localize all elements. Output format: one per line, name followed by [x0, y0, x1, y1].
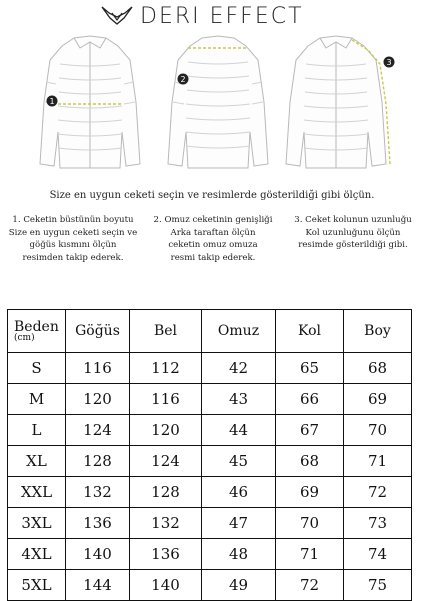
measurement-cell: 72: [344, 477, 412, 508]
jacket-side-icon: [286, 36, 386, 168]
measurement-cell: 140: [66, 539, 130, 570]
measurement-cell: 70: [344, 415, 412, 446]
step-1-line: göğüs kısmını ölçün: [29, 240, 117, 250]
measurement-cell: 128: [66, 446, 130, 477]
measurement-cell: 48: [202, 539, 276, 570]
instruction-step-3: [288, 214, 418, 264]
instructions-title: Size en uygun ceketi seçin ve resimlerde gösterildiği gibi ölçün.: [49, 190, 375, 201]
measurement-cell: 71: [276, 539, 344, 570]
measurement-cell: 120: [66, 384, 130, 415]
header-size-label: Beden: [14, 319, 59, 335]
step-2-line: 2. Omuz ceketinin genişliği: [153, 215, 273, 225]
size-cell: 4XL: [8, 539, 66, 570]
measurement-cell: 65: [276, 353, 344, 384]
size-cell: XXL: [8, 477, 66, 508]
instruction-step-2: [148, 214, 278, 264]
table-row: [8, 508, 412, 539]
measurement-cell: 128: [130, 477, 202, 508]
header-kol: Kol: [276, 310, 344, 353]
measurement-cell: 66: [276, 384, 344, 415]
header-gogus: Göğüs: [66, 310, 130, 353]
size-cell: 3XL: [8, 508, 66, 539]
marker-3-label: 3: [386, 58, 392, 67]
instruction-steps: [8, 214, 418, 264]
table-row: [8, 477, 412, 508]
size-chart-table: [7, 309, 412, 601]
measurement-cell: 112: [130, 353, 202, 384]
measurement-cell: 67: [276, 415, 344, 446]
measurement-cell: 74: [344, 539, 412, 570]
measurement-cell: 116: [130, 384, 202, 415]
bull-logo-icon: [100, 4, 134, 28]
size-cell: S: [8, 353, 66, 384]
header-size: [8, 310, 66, 353]
measurement-cell: 140: [130, 570, 202, 601]
brand-logo: [100, 2, 330, 30]
step-2-line: resmi takip ederek.: [170, 252, 256, 263]
size-cell: 5XL: [8, 570, 66, 601]
instruction-step-1: [8, 214, 138, 264]
measurement-cell: 69: [344, 384, 412, 415]
measurement-cell: 124: [130, 446, 202, 477]
measurement-cell: 71: [344, 446, 412, 477]
step-2-line: Arka taraftan ölçün: [170, 227, 256, 238]
step-3-line: resimde gösterildiği gibi.: [298, 240, 408, 250]
size-cell: L: [8, 415, 66, 446]
measurement-cell: 73: [344, 508, 412, 539]
step-1-line: Size en uygun ceketi seçin ve: [8, 227, 138, 238]
table-row: [8, 384, 412, 415]
measurement-cell: 144: [66, 570, 130, 601]
step-1-line: 1. Ceketin büstünün boyutu: [12, 215, 134, 225]
measurement-cell: 49: [202, 570, 276, 601]
measurement-cell: 44: [202, 415, 276, 446]
jacket-back-icon: [168, 36, 268, 168]
table-row: [8, 539, 412, 570]
table-row: [8, 570, 412, 601]
jacket-measurement-illustration: [22, 32, 412, 182]
step-3-line: Kol uzunluğunu ölçün: [305, 227, 401, 238]
measurement-cell: 45: [202, 446, 276, 477]
table-row: [8, 415, 412, 446]
measurement-cell: 42: [202, 353, 276, 384]
measurement-cell: 120: [130, 415, 202, 446]
header-boy: Boy: [344, 310, 412, 353]
measurement-cell: 132: [130, 508, 202, 539]
measurement-cell: 136: [130, 539, 202, 570]
brand-name: DERI EFFECT: [140, 3, 304, 29]
header-unit-label: (cm): [14, 333, 35, 343]
measurement-cell: 132: [66, 477, 130, 508]
marker-2-label: 2: [180, 75, 186, 84]
table-row: [8, 446, 412, 477]
measurement-cell: 69: [276, 477, 344, 508]
header-omuz: Omuz: [202, 310, 276, 353]
measurement-cell: 46: [202, 477, 276, 508]
table-row: [8, 353, 412, 384]
measurement-cell: 70: [276, 508, 344, 539]
measurement-cell: 68: [276, 446, 344, 477]
table-header-row: [8, 310, 412, 353]
measurement-cell: 116: [66, 353, 130, 384]
size-cell: XL: [8, 446, 66, 477]
measurement-cell: 124: [66, 415, 130, 446]
step-2-line: ceketin omuz omuza: [168, 240, 258, 250]
measurement-cell: 72: [276, 570, 344, 601]
header-bel: Bel: [130, 310, 202, 353]
measurement-cell: 43: [202, 384, 276, 415]
measurement-cell: 75: [344, 570, 412, 601]
measurement-cell: 136: [66, 508, 130, 539]
measurement-cell: 68: [344, 353, 412, 384]
measurement-cell: 47: [202, 508, 276, 539]
marker-1-label: 1: [49, 97, 55, 106]
step-3-line: 3. Ceket kolunun uzunluğu: [294, 215, 412, 225]
size-cell: M: [8, 384, 66, 415]
step-1-line: resimden takip ederek.: [22, 252, 124, 263]
